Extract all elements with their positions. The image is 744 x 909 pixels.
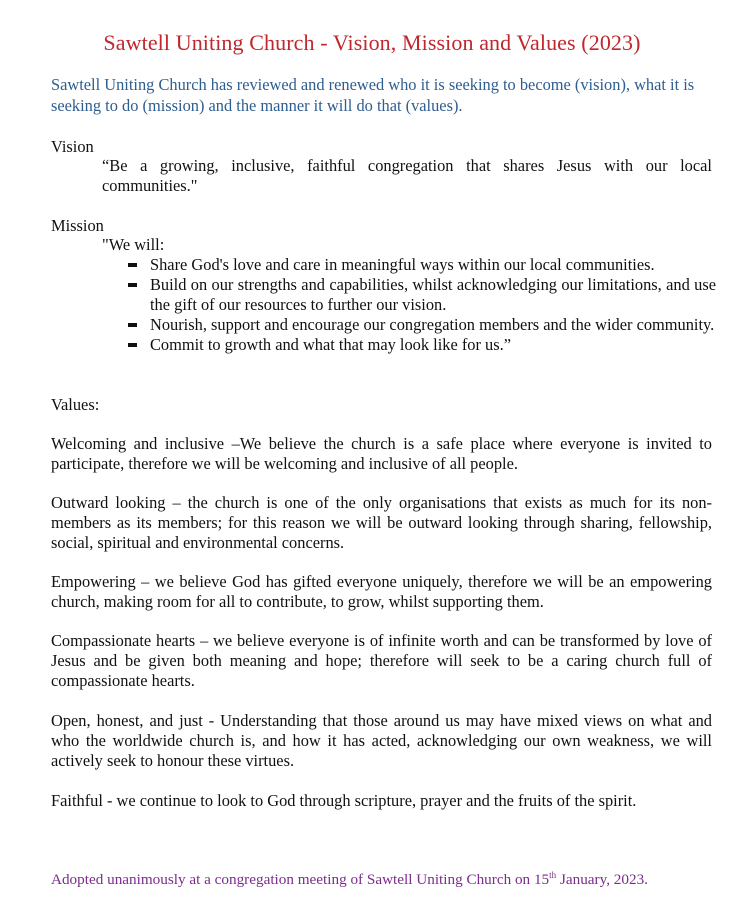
mission-list-item bbox=[126, 335, 716, 355]
value-compassionate-hearts: Compassionate hearts – we believe everyone is of infinite worth and can be transformed by love of Jesus and be given both meaning and hope; therefore will seek to be a caring church full of compassionate hearts. bbox=[51, 631, 712, 690]
mission-item-text: Build on our strengths and capabilities, whilst acknowledging our limitations, and use the gift of our resources to further our vision. bbox=[150, 275, 716, 314]
bullet-dash-icon bbox=[128, 343, 137, 347]
value-welcoming: Welcoming and inclusive –We believe the church is a safe place where everyone is invited to participate, therefore we will be welcoming and inclusive of all people. bbox=[51, 434, 712, 473]
value-open-honest-just: Open, honest, and just - Understanding that those around us may have mixed views on what and who the worldwide church is, and how it has acted, acknowledging our own weakness, we will actively seek to honour these virtues. bbox=[51, 711, 712, 770]
vision-statement: “Be a growing, inclusive, faithful congregation that shares Jesus with our local communities." bbox=[102, 156, 712, 195]
value-empowering: Empowering – we believe God has gifted everyone uniquely, therefore we will be an empowering church, making room for all to contribute, to grow, whilst supporting them. bbox=[51, 572, 712, 611]
adoption-note-date: January, 2023. bbox=[556, 871, 648, 888]
adoption-note-text: Adopted unanimously at a congregation meeting of Sawtell Uniting Church on 15 bbox=[51, 871, 550, 888]
mission-item-text: Commit to growth and what that may look like for us.” bbox=[150, 335, 511, 354]
mission-list-item bbox=[126, 255, 716, 275]
mission-list-item bbox=[126, 275, 716, 315]
mission-list-item bbox=[126, 315, 716, 335]
ordinal-suffix: th bbox=[549, 870, 557, 880]
bullet-dash-icon bbox=[128, 323, 137, 327]
value-outward-looking: Outward looking – the church is one of the only organisations that exists as much for its non-members as its members; for this reason we will be outward looking through sharing, fellowship, social, spiritual and environmental concerns. bbox=[51, 493, 712, 552]
mission-item-text: Nourish, support and encourage our congregation members and the wider community. bbox=[150, 315, 715, 334]
mission-list bbox=[126, 255, 716, 355]
mission-item-text: Share God's love and care in meaningful ways within our local communities. bbox=[150, 255, 655, 274]
page-title: Sawtell Uniting Church - Vision, Mission and Values (2023) bbox=[103, 30, 641, 55]
adoption-note bbox=[51, 870, 721, 889]
intro-paragraph: Sawtell Uniting Church has reviewed and renewed who it is seeking to become (vision), what it is seeking to do (mission) and the manner it will do that (values). bbox=[51, 75, 695, 115]
vision-heading: Vision bbox=[51, 137, 94, 156]
mission-lead: "We will: bbox=[102, 235, 165, 254]
bullet-dash-icon bbox=[128, 283, 137, 287]
mission-heading: Mission bbox=[51, 216, 104, 235]
value-faithful: Faithful - we continue to look to God through scripture, prayer and the fruits of the spirit. bbox=[51, 791, 637, 810]
bullet-dash-icon bbox=[128, 263, 137, 267]
values-heading: Values: bbox=[51, 395, 100, 414]
